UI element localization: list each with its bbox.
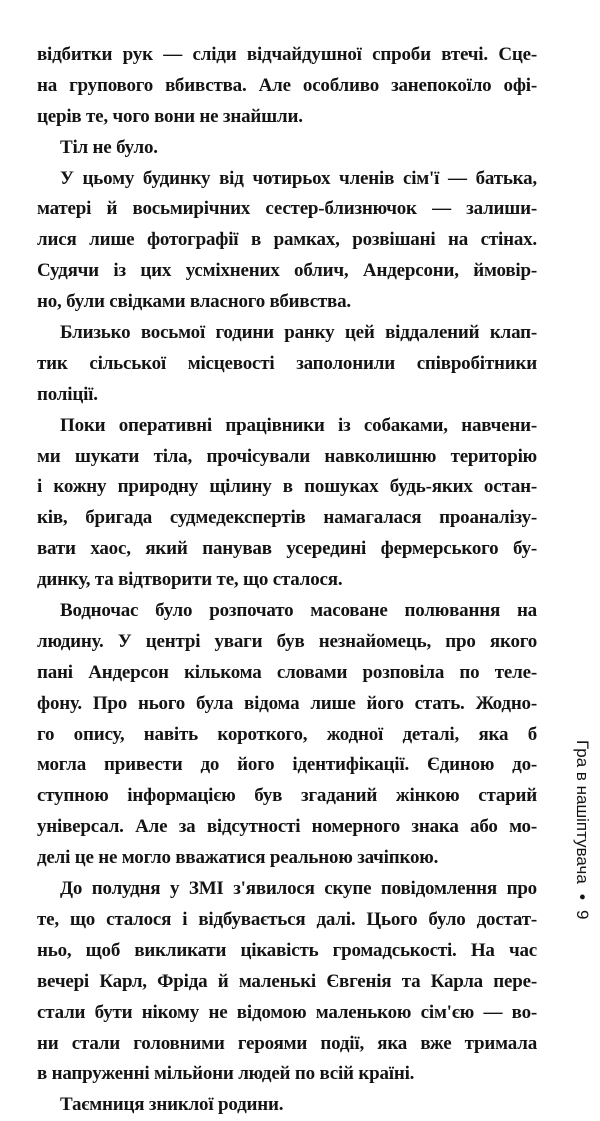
text-line: і кожну природну щілину в пошуках будь-яких остан-: [37, 476, 537, 498]
text-line: ми шукати тіла, прочісували навколишню територію: [37, 445, 537, 467]
text-line: універсал. Але за відсутності номерного знака або мо-: [37, 816, 537, 838]
text-line: У цьому будинку від чотирьох членів сім'ї — батька,: [60, 167, 537, 189]
text-line: стали бути нікому не відомою маленькою сім'єю — во-: [37, 1001, 537, 1023]
text-line: Близько восьмої години ранку цей віддалений клап-: [60, 322, 537, 344]
text-line: в напруженні мільйони людей по всій країні.: [37, 1063, 415, 1085]
separator-bullet: •: [573, 893, 592, 900]
text-line: на групового вбивства. Але особливо занепокоїло офі-: [37, 74, 537, 96]
text-line: Водночас було розпочато масоване полювання на: [60, 600, 537, 622]
text-line: Поки оперативні працівники із собаками, навчени-: [60, 414, 537, 436]
text-line: Тіл не було.: [60, 136, 158, 158]
paragraph: [37, 164, 537, 318]
text-line: ків, бригада судмедекспертів намагалася проаналізу-: [37, 507, 537, 529]
text-line: но, були свідками власного вбивства.: [37, 291, 351, 313]
text-line: До полудня у ЗМІ з'явилося скупе повідомлення про: [60, 878, 537, 900]
text-line: го опису, навіть короткого, жодної деталі, яка б: [37, 723, 537, 745]
text-line: те, що сталося і відбувається далі. Цього було достат-: [37, 908, 537, 930]
body-text: [37, 40, 537, 1121]
text-line: делі це не могло вважатися реальною зачіпкою.: [37, 847, 439, 869]
text-line: вечері Карл, Фріда й маленькі Євгенія та Карла пере-: [37, 970, 537, 992]
text-line: динку, та відтворити те, що сталося.: [37, 569, 343, 591]
text-line: церів те, чого вони не знайшли.: [37, 105, 303, 127]
text-line: Таємниця зниклої родини.: [60, 1094, 284, 1116]
paragraph: [37, 1090, 537, 1121]
text-line: матері й восьмирічних сестер-близнючок — залиши-: [37, 198, 537, 220]
page-number: 9: [573, 909, 592, 920]
text-line: фону. Про нього була відома лише його стать. Жодно-: [37, 692, 537, 714]
text-line: відбитки рук — сліди відчайдушної спроби втечі. Сце-: [37, 44, 537, 65]
text-line: Судячи із цих усміхнених облич, Андерсони, ймовір-: [37, 260, 537, 282]
text-line: вати хаос, який панував усередині фермерського бу-: [37, 538, 537, 560]
book-title: Гра в нашіптувача: [573, 740, 592, 884]
paragraph: [37, 40, 537, 133]
paragraph: [37, 133, 537, 164]
text-line: пані Андерсон кількома словами розповіла по теле-: [37, 661, 537, 683]
text-line: тик сільської місцевості заполонили співробітники: [37, 352, 537, 374]
running-head: [570, 740, 594, 960]
text-line: ступною інформацією був згаданий жінкою старий: [37, 785, 537, 807]
text-line: людину. У центрі уваги був незнайомець, про якого: [37, 630, 537, 652]
paragraph: [37, 874, 537, 1090]
paragraph: [37, 411, 537, 596]
paragraph: [37, 318, 537, 411]
text-line: поліції.: [37, 383, 98, 405]
text-line: ни стали головними героями події, яка вже тримала: [37, 1032, 537, 1054]
text-line: лися лише фотографії в рамках, розвішані на стінах.: [37, 229, 537, 251]
paragraph: [37, 596, 537, 874]
text-line: могла привести до його ідентифікації. Єдиною до-: [37, 754, 537, 776]
text-line: ньо, щоб викликати цікавість громадськості. На час: [37, 939, 537, 961]
